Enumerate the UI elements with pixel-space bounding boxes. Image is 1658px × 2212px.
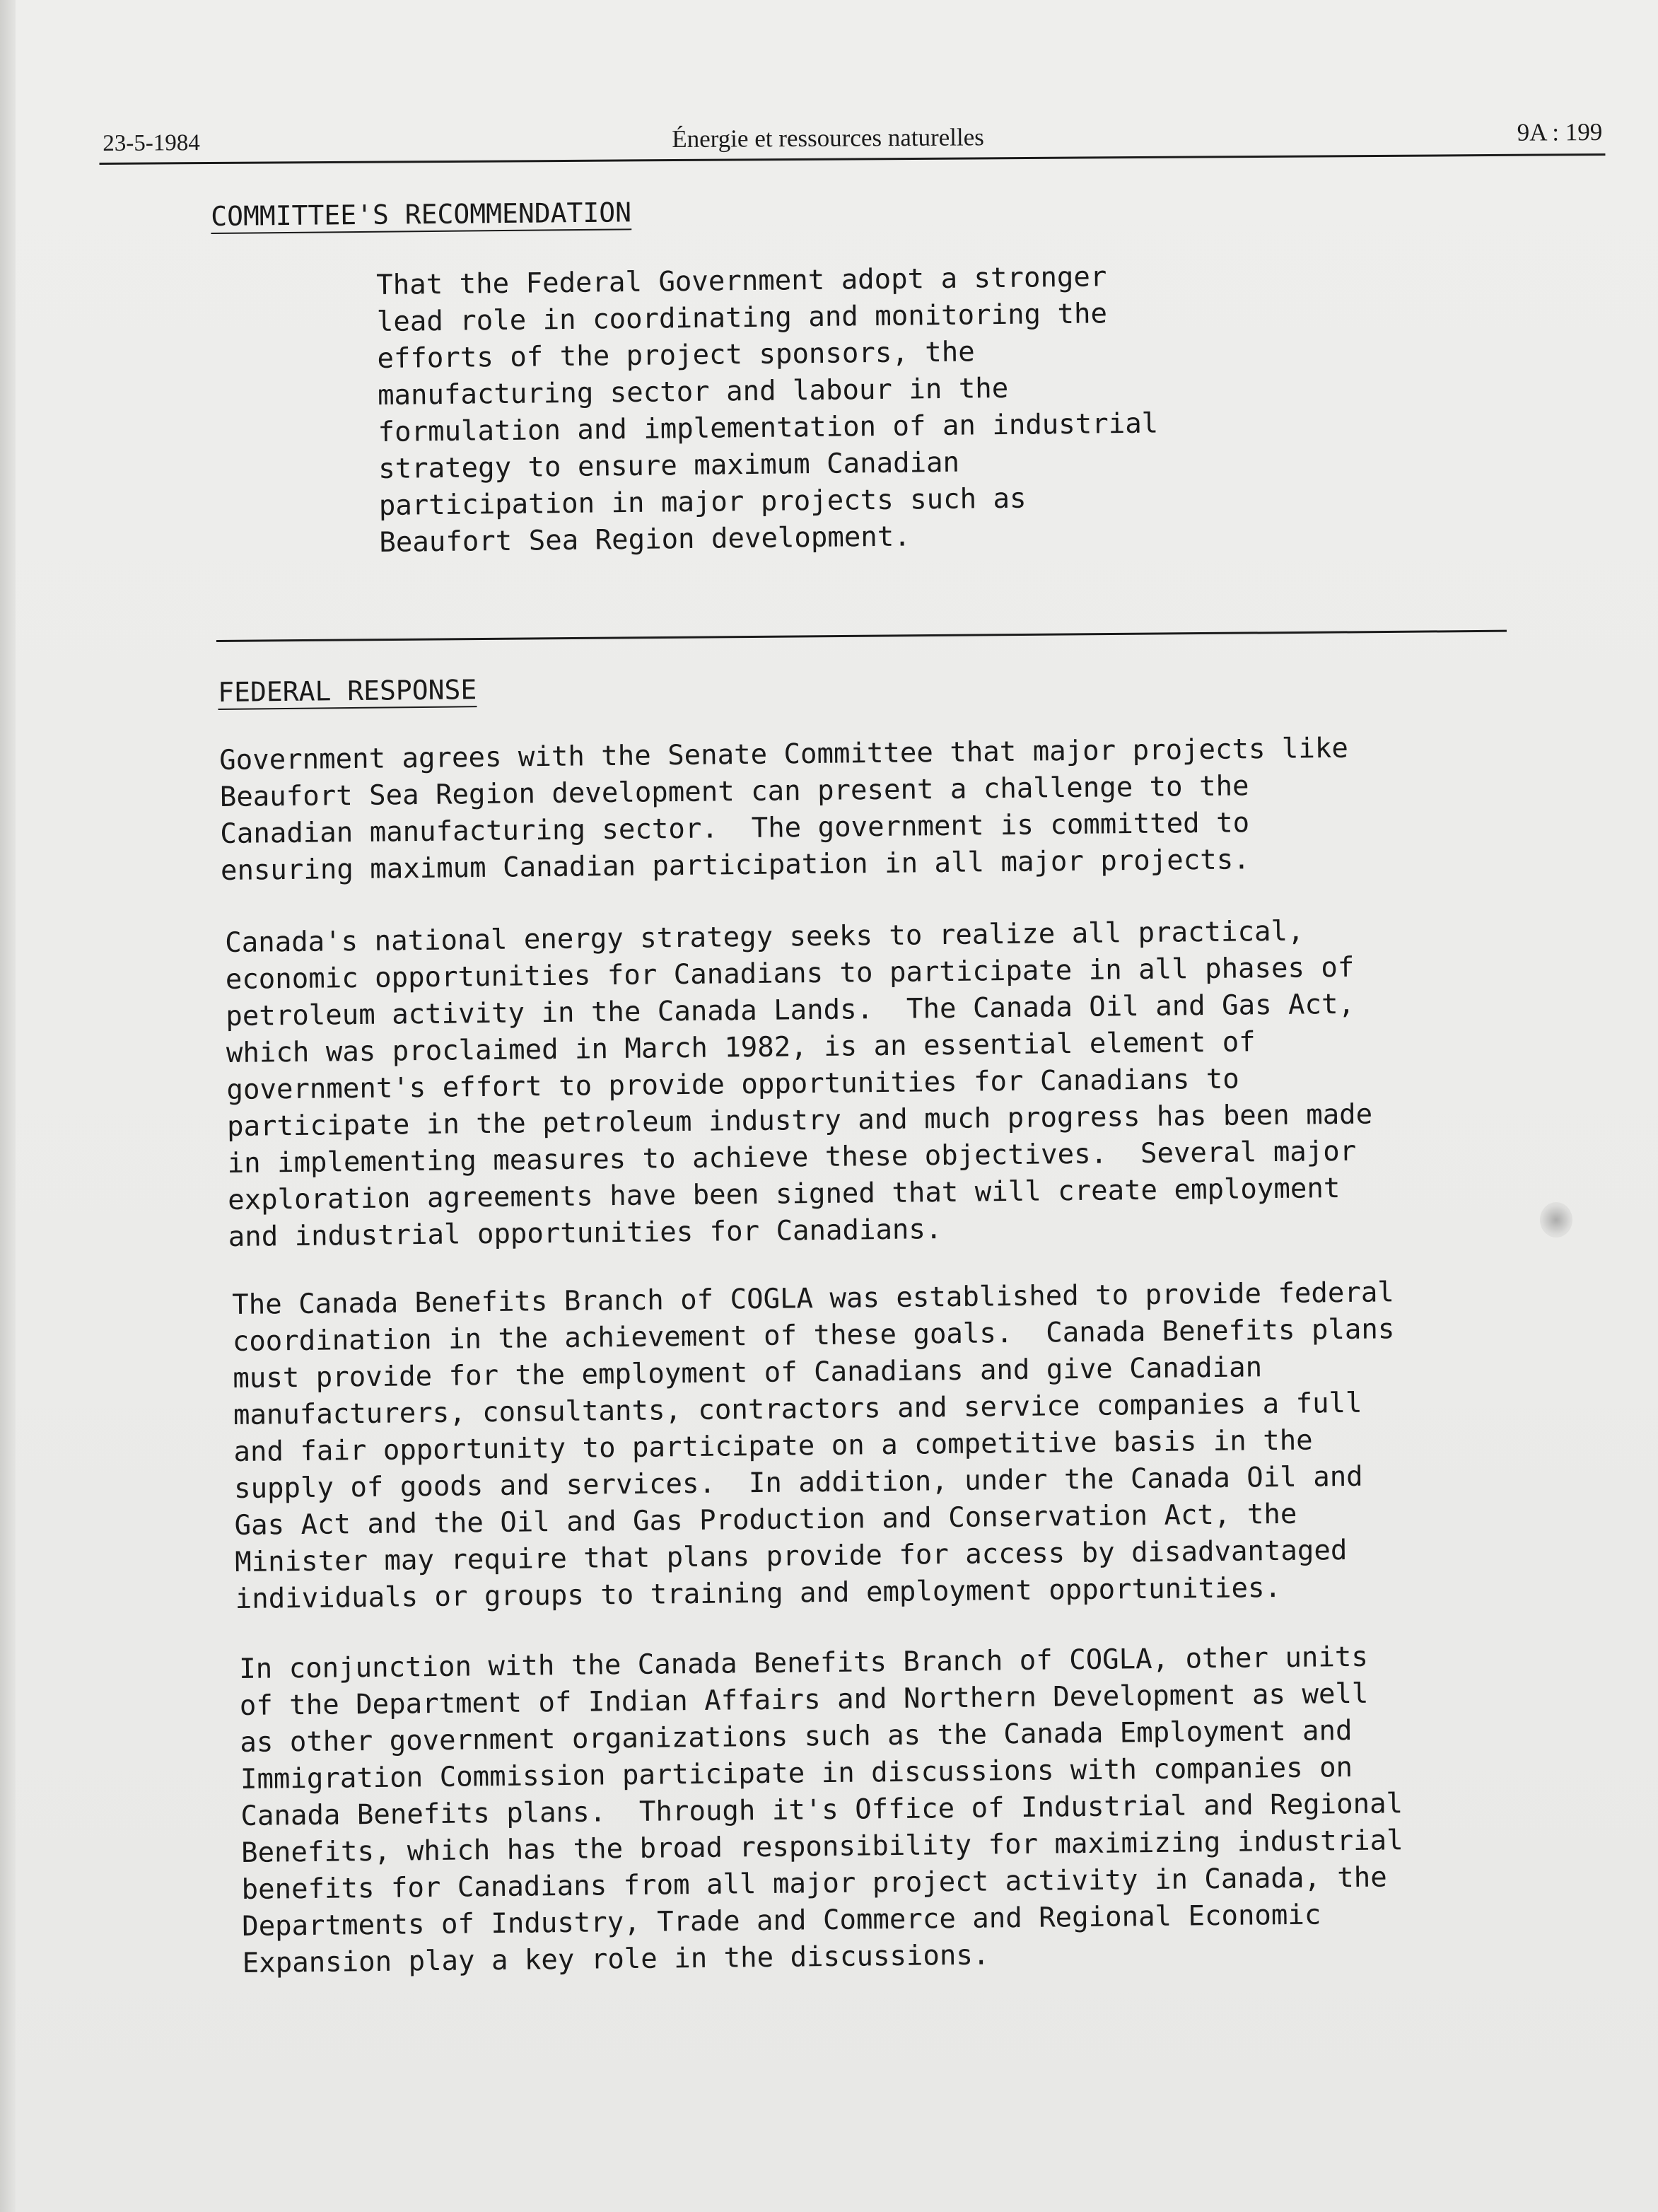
- header-date: 23-5-1984: [103, 130, 200, 156]
- scan-smudge: [1540, 1202, 1572, 1238]
- recommendation-heading: COMMITTEE'S RECOMMENDATION: [211, 197, 632, 232]
- recommendation-block: [376, 258, 1160, 561]
- recommendation-heading-block: [211, 195, 631, 233]
- page-edge-shadow: [0, 0, 16, 2212]
- response-heading: FEDERAL RESPONSE: [218, 674, 477, 708]
- page-header: [99, 97, 1605, 165]
- response-paragraph-4: In conjunction with the Canada Benefits Branch of COGLA, other units of the Department of Indian Affairs and Northern Development as well as other government organizations such as the Canada Employment and Immigration Commission participate in discussions with companies on Canada Benefits plans. Through it's Office of Industrial and Regional Benefits, which has the broad responsibility for maximizing industrial benefits for Canadians from all major project activity in Canada, the Departments of Industry, Trade and Commerce and Regional Economic Expansion play a key role in the discussions.: [239, 1641, 1403, 1979]
- header-title: Énergie et ressources naturelles: [672, 123, 984, 153]
- response-paragraph-2-block: [225, 912, 1374, 1256]
- response-paragraph-1: Government agrees with the Senate Committee that major projects like Beaufort Sea Region development can present a challenge to the Canadian manufacturing sector. The government is committed to ensuring maximum Canadian participation in all major projects.: [219, 732, 1349, 887]
- recommendation-text: That the Federal Government adopt a stronger lead role in coordinating and monitoring the efforts of the project sponsors, the manufacturing sector and labour in the formulation and implementation of an industrial strategy to ensure maximum Canadian participation in major projects such as Beaufort Sea Region development.: [376, 261, 1159, 559]
- header-page-number: 9A : 199: [1517, 118, 1603, 146]
- section-divider: [216, 630, 1507, 642]
- response-paragraph-2: Canada's national energy strategy seeks to realize all practical, economic opportunities for Canadians to participate in all phases of petroleum activity in the Canada Lands. The Canada Oil and Gas Act, which was proclaimed in March 1982, is an essential element of government's effort to provide opportunities for Canadians to participate in the petroleum industry and much progress has been made in implementing measures to achieve these objectives. Several major exploration agreements have been signed that will create employment and industrial opportunities for Canadians.: [225, 915, 1373, 1253]
- response-paragraph-3: The Canada Benefits Branch of COGLA was established to provide federal coordination in the achievement of these goals. Canada Benefits plans must provide for the employment of Canadians and give Canadian manufacturers, consultants, contractors and service companies a full and fair opportunity to participate on a competitive basis in the supply of goods and services. In addition, under the Canada Oil and Gas Act and the Oil and Gas Production and Conservation Act, the Minister may require that plans provide for access by disadvantaged individuals or groups to training and employment opportunities.: [232, 1276, 1395, 1615]
- response-paragraph-3-block: [232, 1274, 1398, 1618]
- response-heading-block: [218, 673, 477, 709]
- response-paragraph-1-block: [219, 730, 1350, 890]
- response-paragraph-4-block: [239, 1638, 1405, 1982]
